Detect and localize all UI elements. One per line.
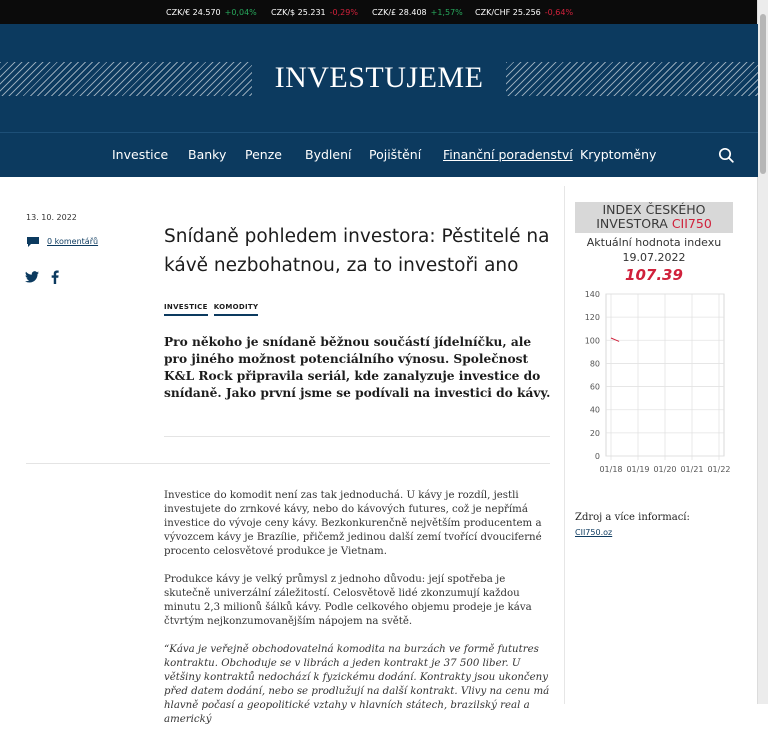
index-current-value: 107.39 bbox=[625, 266, 683, 284]
nav-item-financni-poradenstvi[interactable]: Finanční poradenství bbox=[443, 147, 573, 162]
nav-item-investice[interactable]: Investice bbox=[112, 147, 169, 162]
ticker-change: +1,57% bbox=[430, 8, 463, 17]
chart-x-tick-label: 01/20 bbox=[653, 465, 677, 474]
chart-y-tick-label: 0 bbox=[594, 452, 600, 461]
ticker-item[interactable] bbox=[271, 8, 358, 17]
chart-y-tick-label: 140 bbox=[584, 290, 600, 299]
index-chart bbox=[574, 286, 736, 480]
nav-item-pojisteni[interactable]: Pojištění bbox=[369, 147, 422, 162]
sidebar-divider bbox=[564, 186, 565, 704]
chart-x-tick-label: 01/19 bbox=[626, 465, 650, 474]
nav-item-banky[interactable]: Banky bbox=[188, 147, 227, 162]
chart-series-line bbox=[611, 338, 619, 341]
divider bbox=[164, 436, 550, 437]
index-code: CII750 bbox=[671, 216, 712, 231]
article-quote: “Káva je veřejně obchodovatelná komodita na burzách ve formě fututres kontraktu. Obchoduje se v librách a jeden kontrakt je 37 500 liber. U většiny kontraktů nedochází k fyzickému dodání. Kontrakty jsou ukončeny před datem dodání, nebo se prodlužují na další kontrakt. Vlivy na cenu má hlavně počasí a geopolitické vztahy v hlavních státech, brazilský real a americký bbox=[164, 644, 550, 725]
site-header bbox=[0, 24, 758, 132]
ticker-pair: CZK/£ 28.408 bbox=[372, 8, 427, 17]
tag-komodity[interactable]: KOMODITY bbox=[214, 303, 259, 316]
chart-y-tick-label: 80 bbox=[589, 359, 600, 369]
main-nav bbox=[0, 132, 758, 177]
chart-y-tick-label: 120 bbox=[584, 313, 600, 323]
facebook-icon[interactable] bbox=[50, 270, 60, 284]
source-link[interactable]: CII750.oz bbox=[575, 528, 613, 537]
article-body bbox=[164, 489, 552, 741]
nav-item-penze[interactable]: Penze bbox=[245, 147, 282, 162]
chart-y-tick-label: 60 bbox=[589, 382, 600, 392]
chart-y-tick-label: 40 bbox=[589, 405, 600, 415]
index-current-date: 19.07.2022 bbox=[622, 251, 686, 264]
ticker-item[interactable] bbox=[166, 8, 257, 17]
chart-y-tick-label: 100 bbox=[584, 336, 600, 346]
index-current-label: Aktuální hodnota indexu bbox=[586, 236, 722, 249]
index-title-line2 bbox=[575, 217, 733, 231]
comment-icon[interactable] bbox=[26, 236, 40, 248]
index-title-line1: INDEX ČESKÉHO bbox=[602, 202, 706, 217]
scrollbar-thumb[interactable] bbox=[760, 14, 766, 174]
article-paragraph: Produkce kávy je velký průmysl z jednoho důvodu: její spotřeba je skutečně univerzální záležitostí. Celosvětově lidé zkonzumují každou minutu 2,3 milionů šálků kávy. Podle celkového objemu prodeje je káva čtvrtým nejkonzumovanějším nápojem na světě. bbox=[164, 574, 532, 627]
ticker-pair: CZK/€ 24.570 bbox=[166, 8, 221, 17]
twitter-icon[interactable] bbox=[25, 271, 39, 283]
nav-item-bydleni[interactable]: Bydlení bbox=[305, 147, 352, 162]
chart-y-tick-label: 20 bbox=[589, 428, 600, 438]
ticker-pair: CZK/$ 25.231 bbox=[271, 8, 326, 17]
chart-x-tick-label: 01/18 bbox=[599, 465, 623, 474]
article-title: Snídaně pohledem investora: Pěstitelé na kávě nezbohatnou, za to investoři ano bbox=[164, 226, 550, 276]
tag-investice[interactable]: INVESTICE bbox=[164, 303, 208, 316]
ticker-change: -0,64% bbox=[544, 8, 574, 17]
article-lead: Pro někoho je snídaně běžnou součástí jídelníčku, ale pro jiného možnost potenciálního výnosu. Společnost K&L Rock připravila seriál, kde zanalyzuje investice do snídaně. Jako první jsme se podívali na investici do kávy. bbox=[164, 335, 551, 400]
search-icon[interactable] bbox=[718, 147, 734, 163]
ticker-change: -0,29% bbox=[329, 8, 358, 17]
divider bbox=[26, 463, 550, 464]
chart-x-tick-label: 01/22 bbox=[707, 465, 731, 474]
ticker-item[interactable] bbox=[372, 8, 463, 17]
index-widget-title bbox=[575, 202, 733, 233]
page-scrollbar[interactable] bbox=[757, 0, 768, 704]
index-title-prefix: INVESTORA bbox=[596, 216, 672, 231]
nav-item-kryptomeny[interactable]: Kryptoměny bbox=[580, 147, 657, 162]
ticker-pair: CZK/CHF 25.256 bbox=[475, 8, 541, 17]
comments-link[interactable]: 0 komentářů bbox=[47, 237, 99, 246]
ticker-change: +0,04% bbox=[224, 8, 257, 17]
site-logo[interactable]: INVESTUJEME bbox=[274, 61, 484, 94]
source-label: Zdroj a více informací: bbox=[575, 512, 690, 523]
ticker-item[interactable] bbox=[475, 8, 573, 17]
currency-ticker bbox=[0, 0, 758, 24]
chart-x-tick-label: 01/21 bbox=[680, 465, 704, 474]
article-date: 13. 10. 2022 bbox=[26, 213, 77, 222]
article-paragraph: Investice do komodit není zas tak jednoduchá. U kávy je rozdíl, jestli investujete do zrnkové kávy, nebo do kávových futures, což je nepřímá investice do vývoje ceny kávy. Bezkonkurenčně největším producentem a vývozcem kávy je Brazílie, přičemž jedinou další zemí tvořící dvouciferné procento celosvětové produkce je Vietnam. bbox=[164, 490, 542, 557]
article-tags bbox=[164, 303, 258, 316]
